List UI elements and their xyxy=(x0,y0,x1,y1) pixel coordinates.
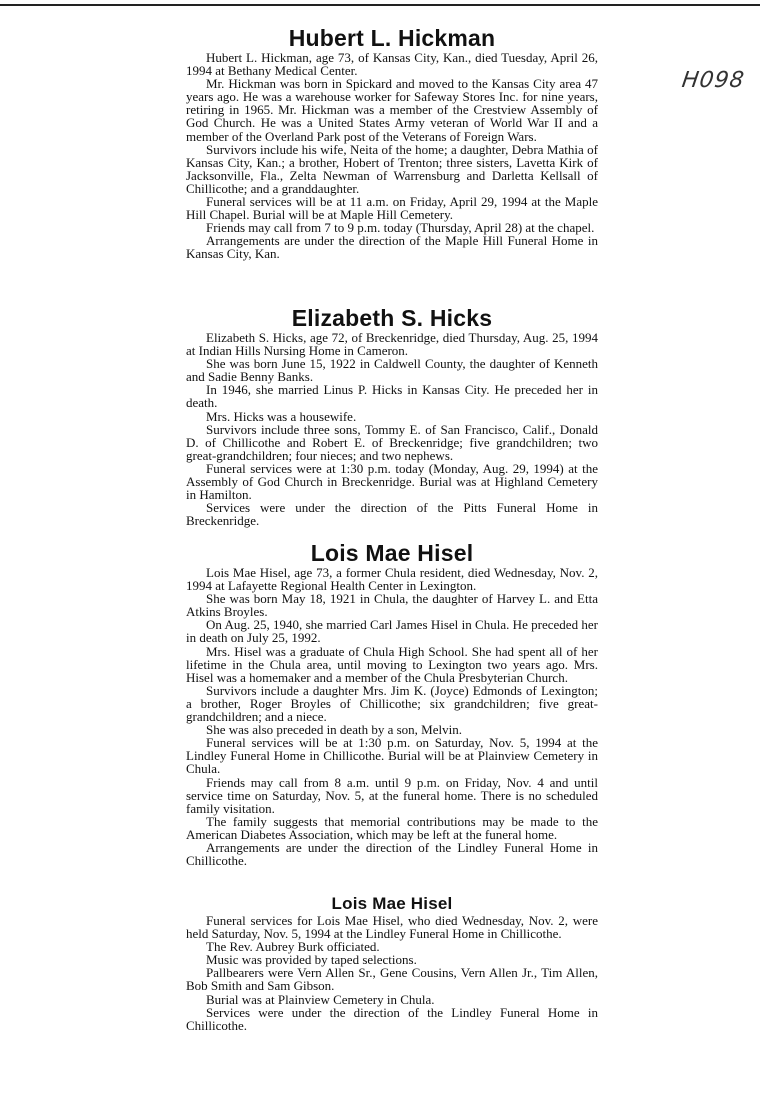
paragraph: She was born June 15, 1922 in Caldwell County, the daughter of Kenneth and Sadie Benny Banks. xyxy=(186,356,598,385)
paragraph: Mr. Hickman was born in Spickard and moved to the Kansas City area 47 years ago. He was a warehouse worker for Safeway Stores Inc. for nine years, retiring in 1965. Mr. Hickman was a member of the Crestview Assembly of God Church. He was a United States Army veteran of World War II and a member of the Overland Park post of the Veterans of Foreign Wars. xyxy=(186,76,598,144)
paragraph: On Aug. 25, 1940, she married Carl James Hisel in Chula. He preceded her in death on July 25, 1992. xyxy=(186,617,598,646)
paragraph: Funeral services will be at 1:30 p.m. on Saturday, Nov. 5, 1994 at the Lindley Funeral Home in Chillicothe. Burial will be at Plainview Cemetery in Chula. xyxy=(186,735,598,777)
paragraph: She was also preceded in death by a son, Melvin. xyxy=(206,722,462,738)
paragraph: Arrangements are under the direction of the Maple Hill Funeral Home in Kansas City, Kan. xyxy=(186,233,598,262)
paragraph: Music was provided by taped selections. xyxy=(206,952,417,968)
paragraph: Services were under the direction of the Lindley Funeral Home in Chillicothe. xyxy=(186,1004,598,1033)
paragraph: Burial was at Plainview Cemetery in Chula. xyxy=(206,991,435,1007)
paragraph: Survivors include his wife, Neita of the home; a daughter, Debra Mathia of Kansas City, Kan.; a brother, Hobert of Trenton; three sisters, Lavetta Kirk of Jacksonville, Fla., Zelta Newman of Warrensburg and Darletta Kellsall of Chillicothe; and a granddaughter. xyxy=(186,141,598,196)
paragraph: Elizabeth S. Hicks, age 72, of Breckenridge, died Thursday, Aug. 25, 1994 at Indian Hills Nursing Home in Cameron. xyxy=(186,330,598,359)
paragraph: Mrs. Hisel was a graduate of Chula High School. She had spent all of her lifetime in the Chula area, until moving to Lexington two years ago. Mrs. Hisel was a homemaker and a member of the Chula Presbyterian Church. xyxy=(186,643,598,685)
obituary-hickman xyxy=(186,25,598,261)
top-border-line xyxy=(0,4,760,6)
paragraph: Mrs. Hicks was a housewife. xyxy=(206,408,357,424)
paragraph: Hubert L. Hickman, age 73, of Kansas City, Kan., died Tuesday, April 26, 1994 at Bethany Medical Center. xyxy=(186,50,598,79)
paragraph: The Rev. Aubrey Burk officiated. xyxy=(206,939,380,955)
paragraph: The family suggests that memorial contributions may be made to the American Diabetes Association, which may be left at the funeral home. xyxy=(186,813,598,842)
paragraph: Friends may call from 8 a.m. until 9 p.m. on Friday, Nov. 4 and until service time on Saturday, Nov. 5, at the funeral home. There is no scheduled family visitation. xyxy=(186,774,598,816)
obituary-title: Elizabeth S. Hicks xyxy=(291,305,493,331)
obituary-hisel xyxy=(186,540,598,867)
paragraph: Funeral services were at 1:30 p.m. today (Monday, Aug. 29, 1994) at the Assembly of God Church in Breckenridge. Burial was at Highland Cemetery in Hamilton. xyxy=(186,460,598,503)
obituary-hisel-services xyxy=(186,894,598,1032)
paragraph: Survivors include three sons, Tommy E. of San Francisco, Calif., Donald D. of Chillicothe and Robert E. of Breckenridge; five grandchildren; two great-grandchildren; four nieces; and two nephews. xyxy=(186,421,598,463)
paragraph: Pallbearers were Vern Allen Sr., Gene Cousins, Vern Allen Jr., Tim Allen, Bob Smith and Sam Gibson. xyxy=(186,965,598,994)
paragraph: Friends may call from 7 to 9 p.m. today (Thursday, April 28) at the chapel. xyxy=(206,220,595,236)
paragraph: Funeral services will be at 11 a.m. on Friday, April 29, 1994 at the Maple Hill Chapel. Burial will be at Maple Hill Cemetery. xyxy=(186,194,598,223)
obituary-title: Lois Mae Hisel xyxy=(310,540,474,566)
obituary-title: Hubert L. Hickman xyxy=(288,25,496,51)
paragraph: Arrangements are under the direction of the Lindley Funeral Home in Chillicothe. xyxy=(186,839,598,869)
paragraph: In 1946, she married Linus P. Hicks in Kansas City. He preceded her in death. xyxy=(186,382,598,411)
obituary-title: Lois Mae Hisel xyxy=(331,894,453,913)
paragraph: Services were under the direction of the Pitts Funeral Home in Breckenridge. xyxy=(186,500,598,529)
paragraph: Funeral services for Lois Mae Hisel, who died Wednesday, Nov. 2, were held Saturday, Nov. 5, 1994 at the Lindley Funeral Home in Chillicothe. xyxy=(186,913,598,942)
paragraph: She was born May 18, 1921 in Chula, the daughter of Harvey L. and Etta Atkins Broyles. xyxy=(186,591,598,620)
paragraph: Survivors include a daughter Mrs. Jim K. (Joyce) Edmonds of Lexington; a brother, Roger Broyles of Chillicothe; six grandchildren; five great-grandchildren; and a niece. xyxy=(186,682,598,725)
paragraph: Lois Mae Hisel, age 73, a former Chula resident, died Wednesday, Nov. 2, 1994 at Lafayette Regional Health Center in Lexington. xyxy=(186,565,598,594)
obituary-hicks xyxy=(186,305,598,527)
handwritten-note: H098 xyxy=(680,68,747,93)
